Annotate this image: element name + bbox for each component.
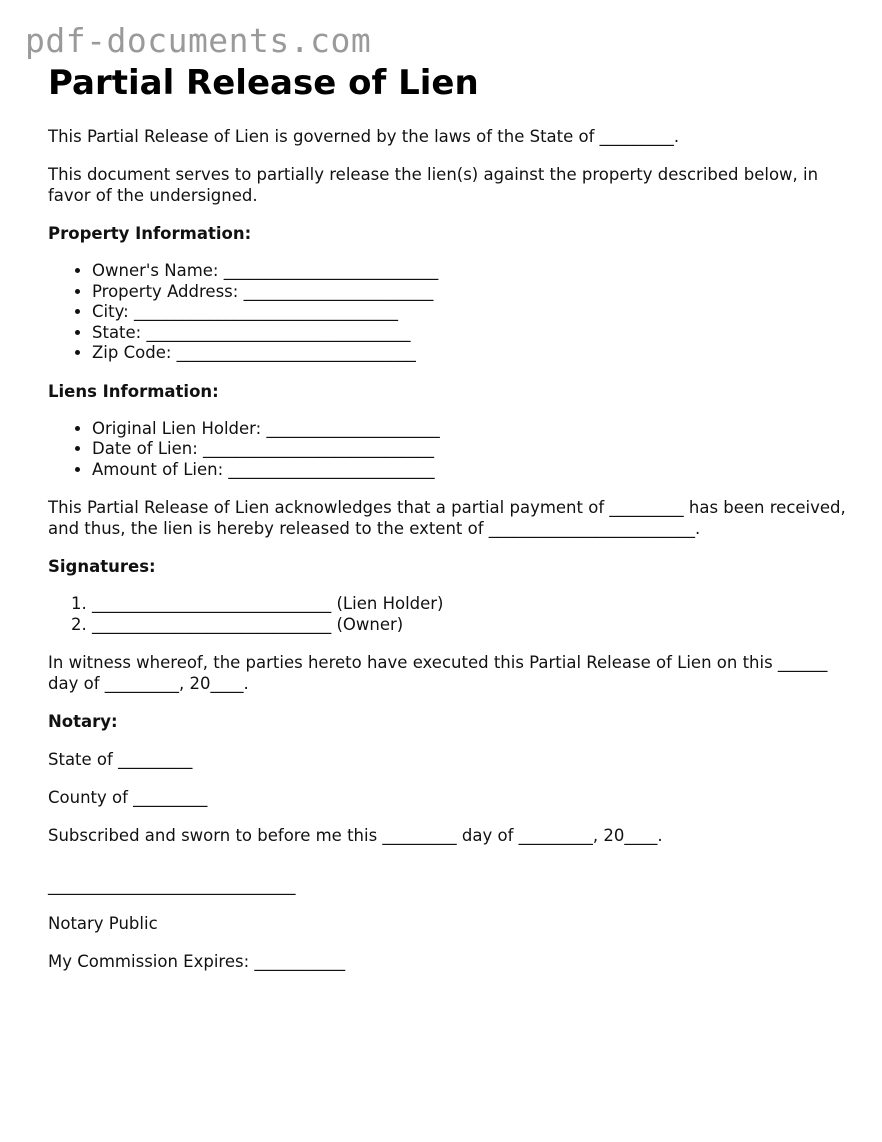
property-owner-name: • Owner's Name: __________________________ bbox=[92, 261, 848, 282]
lien-amount: • Amount of Lien: _________________________ bbox=[92, 460, 848, 481]
property-heading: Property Information: bbox=[48, 224, 252, 243]
lien-date: • Date of Lien: ____________________________ bbox=[92, 439, 848, 460]
liens-list bbox=[48, 419, 848, 481]
governing-law-text: This Partial Release of Lien is governed by the laws of the State of _________. bbox=[48, 127, 680, 146]
signature-lien-holder: 1. _____________________________ (Lien Holder) bbox=[92, 594, 848, 615]
property-city: • City: ________________________________ bbox=[92, 302, 848, 323]
signature-owner: 2. _____________________________ (Owner) bbox=[92, 615, 848, 636]
document-body bbox=[48, 62, 848, 972]
property-state: • State: ________________________________ bbox=[92, 323, 848, 344]
commission-expires: My Commission Expires: ___________ bbox=[48, 952, 346, 971]
signatures-list bbox=[48, 594, 848, 635]
property-list bbox=[48, 261, 848, 364]
notary-county: County of _________ bbox=[48, 788, 208, 807]
notary-heading: Notary: bbox=[48, 712, 118, 731]
notary-state: State of _________ bbox=[48, 750, 193, 769]
property-address: • Property Address: _______________________ bbox=[92, 282, 848, 303]
acknowledgement-text: This Partial Release of Lien acknowledges that a partial payment of _________ has been received, and thus, the lien is hereby released to the extent of _________________________. bbox=[48, 498, 846, 538]
witness-text: In witness whereof, the parties hereto have executed this Partial Release of Lien on this ______ day of _________, 20____. bbox=[48, 653, 828, 693]
notary-signature-line: ______________________________ bbox=[48, 876, 296, 895]
property-zip: • Zip Code: _____________________________ bbox=[92, 343, 848, 364]
signatures-heading: Signatures: bbox=[48, 557, 156, 576]
liens-heading: Liens Information: bbox=[48, 381, 219, 401]
purpose-text: This document serves to partially release the lien(s) against the property described below, in favor of the undersigned. bbox=[48, 165, 819, 205]
page-title: Partial Release of Lien bbox=[48, 63, 479, 103]
lien-holder: • Original Lien Holder: _____________________ bbox=[92, 419, 848, 440]
notary-subscribed: Subscribed and sworn to before me this _________ day of _________, 20____. bbox=[48, 826, 663, 845]
notary-public-label: Notary Public bbox=[48, 914, 158, 933]
watermark: pdf-documents.com bbox=[25, 21, 372, 60]
